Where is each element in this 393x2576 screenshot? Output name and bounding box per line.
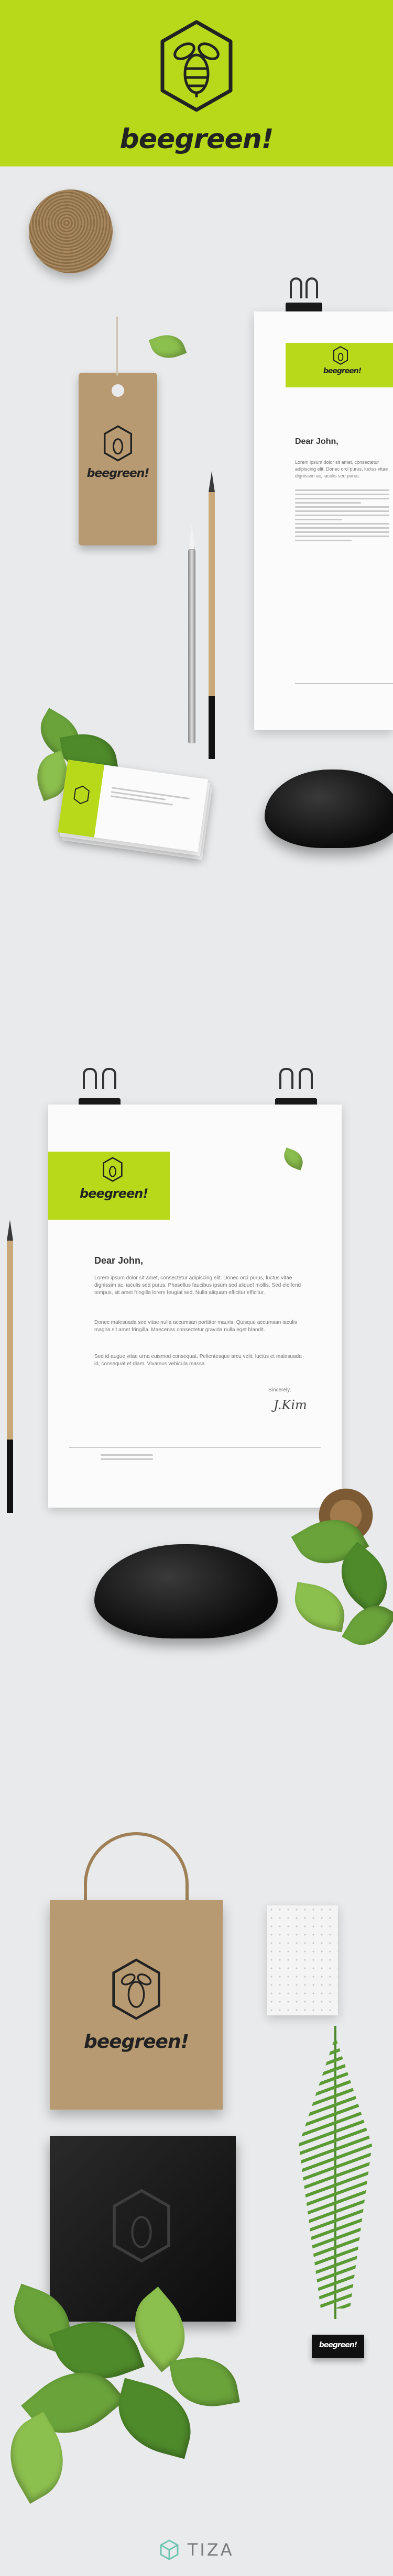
craft-knife — [186, 523, 198, 743]
tag-brand-name: beegreen! — [86, 467, 149, 480]
letter-1-body: Lorem ipsum dolor sit amet, consectetur adipiscing elit. Donec orci purus, luctus vitae dignissim ac, iaculis sed purus. — [295, 460, 388, 478]
letterhead-2-footer-rule — [69, 1447, 321, 1448]
hang-tag — [79, 373, 157, 545]
pencil — [207, 471, 216, 764]
tag-string — [116, 317, 118, 375]
hero-brand-name: beegreen! — [119, 124, 274, 155]
letter-2-body-3: Sed id augue vitae urna euismod consequat. Pellentesque arcu velit, luctus et malesuada id, consequat et diam. Vivamus vehicula massa. — [94, 1354, 302, 1367]
letterhead-1-footer-rule — [295, 683, 393, 684]
mini-card-brand: beegreen! — [319, 2341, 357, 2349]
cube-logo-icon — [159, 2539, 180, 2561]
glasses-case — [265, 770, 393, 848]
bee-hexagon-logo-icon — [157, 19, 236, 113]
footer-logo — [0, 2539, 393, 2561]
bag-brand-name: beegreen! — [83, 2031, 189, 2053]
hero-banner — [0, 0, 393, 166]
tag-hole — [112, 384, 124, 397]
footer-logo-text: TIZA — [187, 2540, 234, 2560]
letterhead-1 — [254, 311, 393, 730]
leaf-cluster — [290, 1582, 349, 1632]
fern-leaf — [293, 2026, 377, 2319]
bee-logo-icon — [102, 425, 134, 462]
letter-1-body-lines — [295, 489, 389, 544]
bee-logo-icon — [102, 1157, 123, 1182]
bee-logo-icon — [333, 346, 348, 365]
pattern-card — [267, 1905, 338, 2015]
binder-clip — [275, 1068, 317, 1110]
letterhead-2-footer-contact — [101, 1454, 153, 1463]
bee-logo-icon — [110, 1958, 162, 2021]
twine-ball — [29, 189, 113, 273]
paper-shopping-bag — [50, 1900, 223, 2110]
bee-logo-icon — [72, 785, 91, 806]
letter-2-greeting: Dear John, — [94, 1255, 144, 1266]
pencil — [5, 1220, 15, 1513]
black-mini-card — [312, 2335, 364, 2358]
letter-2-body: Lorem ipsum dolor sit amet, consectetur adipiscing elit. Donec orci purus, luctus vitae dignissim ac, iaculis sed purus. Phasellus faucibus ipsum sed aliquet mollis. Sed eleifend tempus, sit amet fringilla lorem feugiat sed. Nulla aliquam efficitur efficitur. — [94, 1275, 301, 1296]
letter-1-greeting: Dear John, — [295, 437, 339, 446]
black-gift-box — [50, 2136, 236, 2322]
letterhead-1-brand: beegreen! — [323, 367, 362, 375]
bee-logo-icon — [110, 2188, 173, 2263]
binder-clip — [286, 277, 322, 314]
glasses-case — [94, 1544, 278, 1638]
letterhead-2-brand: beegreen! — [80, 1186, 148, 1201]
letter-2-body-2: Donec malesuada sed vitae nulla accumsan porttitor mauris. Quisque accumsan iaculis magna sit amet fringilla. Maecenas consectetur gravida nulla eget blandit. — [94, 1320, 297, 1333]
binder-clip — [79, 1068, 121, 1110]
small-leaf-decoration — [149, 329, 187, 364]
letter-2-signature: J.Kim — [274, 1398, 307, 1412]
business-card-stack — [57, 760, 213, 858]
letter-2-closing: Sincerely, — [268, 1387, 291, 1393]
